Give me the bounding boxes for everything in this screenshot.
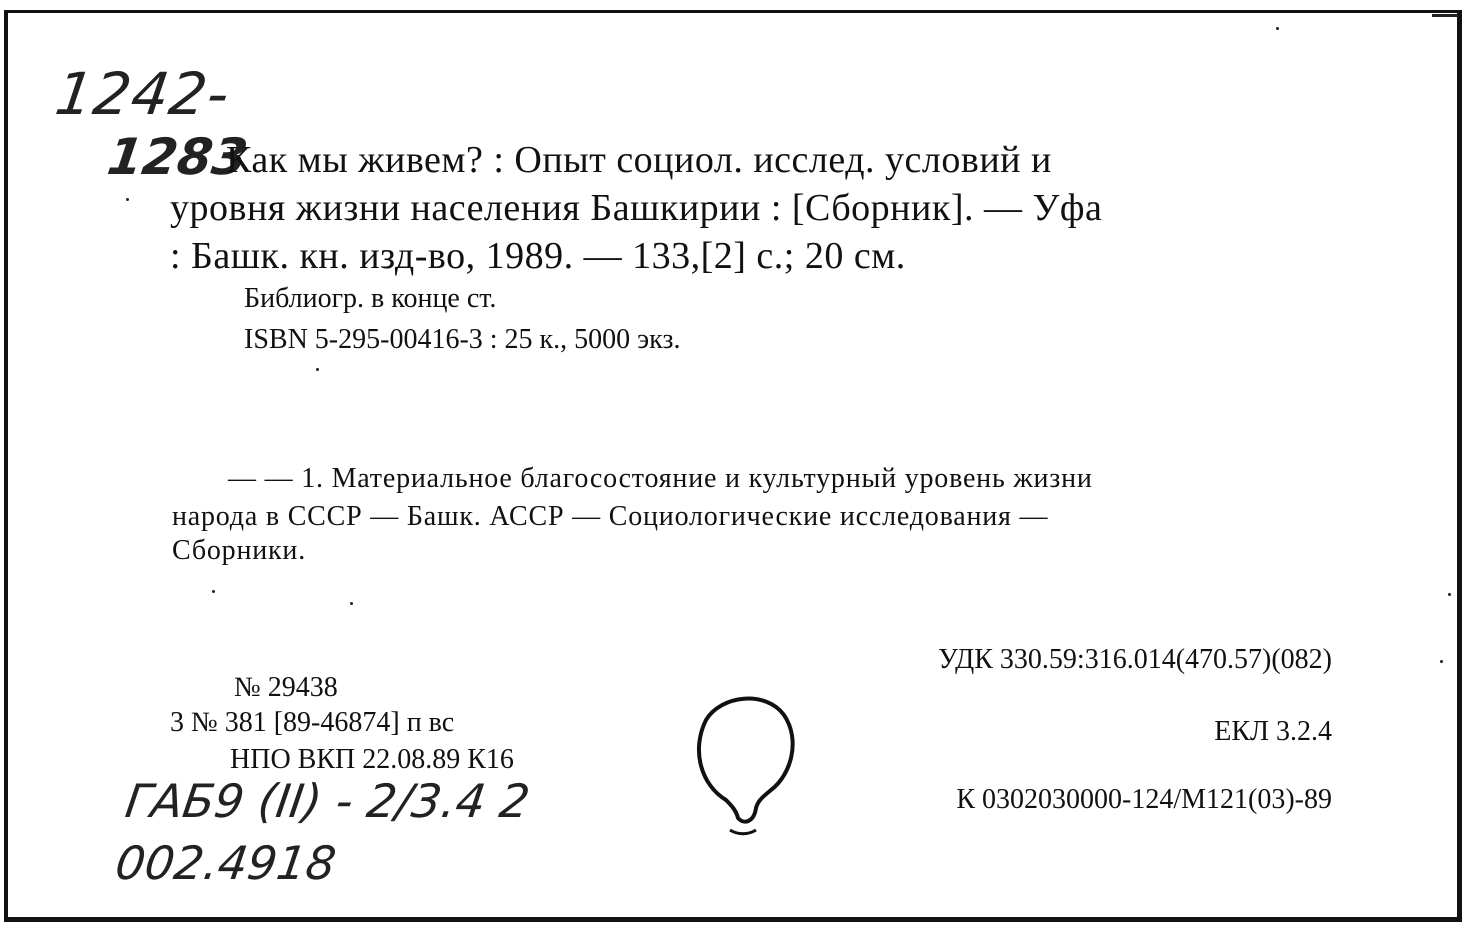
speck xyxy=(212,590,215,593)
punch-hole-mark xyxy=(686,690,806,840)
speck xyxy=(350,602,353,605)
entry-title-line: Как мы живем? : Опыт социол. исслед. условий и xyxy=(226,139,1052,181)
entry-line-2: уровня жизни населения Башкирии : [Сборник]. — Уфа xyxy=(170,187,1103,229)
handwritten-range-top: 1242- xyxy=(51,60,235,128)
ekl-code: ЕКЛ 3.2.4 xyxy=(1214,716,1332,747)
handwritten-shelf-mark: ГАБ9 (II) - 2/3.4 2 xyxy=(122,774,534,828)
udk-code: УДК 330.59:316.014(470.57)(082) xyxy=(938,644,1332,675)
registry-number: № 29438 xyxy=(234,672,338,703)
speck xyxy=(1276,27,1279,30)
subject-line-3: Сборники. xyxy=(172,535,307,566)
handwritten-code: 002.4918 xyxy=(112,836,340,890)
subject-line-1: — — 1. Материальное благосостояние и культурный уровень жизни xyxy=(228,463,1093,494)
isbn-line: ISBN 5-295-00416-3 : 25 к., 5000 экз. xyxy=(244,324,681,355)
handwritten-range-bottom: 1283 xyxy=(103,128,252,186)
entry-line-3: : Башк. кн. изд-во, 1989. — 133,[2] с.; 20 см. xyxy=(170,235,906,277)
speck xyxy=(1440,660,1443,663)
speck xyxy=(316,368,319,371)
speck xyxy=(1448,593,1451,596)
order-number: 3 № 381 [89-46874] п вс xyxy=(170,707,455,738)
k-code: К 0302030000-124/М121(03)-89 xyxy=(956,784,1332,815)
bibliography-note: Библиогр. в конце ст. xyxy=(244,283,497,314)
subject-line-2: народа в СССР — Башк. АССР — Социологические исследования — xyxy=(172,501,1049,532)
npo-line: НПО ВКП 22.08.89 К16 xyxy=(230,744,514,775)
speck xyxy=(126,198,129,201)
corner-mark xyxy=(1432,14,1458,17)
